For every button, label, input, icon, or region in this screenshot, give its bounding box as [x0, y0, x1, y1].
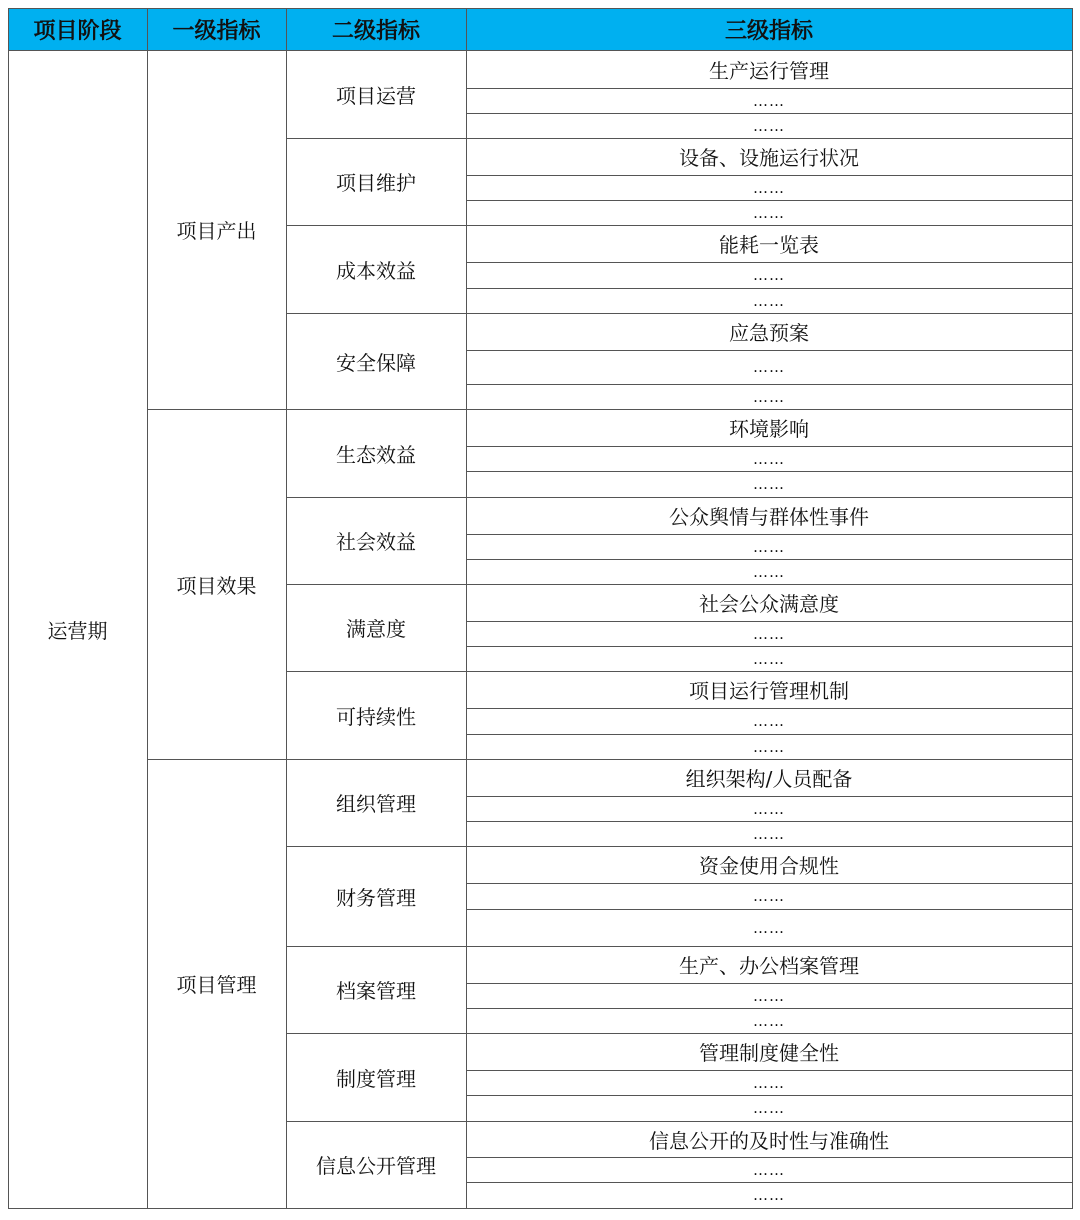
level1-cell: 项目产出 — [176, 219, 257, 243]
level3-row-divider — [466, 350, 1073, 351]
level3-ellipsis: …… — [753, 178, 785, 197]
level1-cell: 项目管理 — [176, 973, 257, 997]
table-right-border — [1072, 8, 1073, 1209]
level2-divider — [286, 138, 1073, 139]
level2-divider — [286, 497, 1073, 498]
level3-ellipsis: …… — [753, 887, 785, 905]
header-level3: 三级指标 — [724, 18, 813, 44]
level3-ellipsis: …… — [753, 266, 785, 284]
table-left-border — [8, 8, 9, 1209]
level3-cell: 生产、办公档案管理 — [679, 954, 859, 978]
level3-row-divider — [466, 1157, 1073, 1158]
level3-row-divider — [466, 113, 1073, 114]
level2-cell: 安全保障 — [336, 350, 416, 375]
level3-cell: 环境影响 — [729, 417, 809, 441]
level3-ellipsis: …… — [753, 1073, 785, 1092]
level3-row-divider — [466, 446, 1073, 447]
level2-cell: 生态效益 — [336, 442, 416, 467]
level3-cell: 组织架构/人员配备 — [685, 767, 853, 791]
level3-ellipsis: …… — [753, 449, 785, 468]
level3-ellipsis: …… — [753, 387, 785, 406]
level3-cell: 信息公开的及时性与准确性 — [649, 1128, 889, 1153]
header-bottom-border — [8, 50, 1073, 51]
level3-ellipsis: …… — [753, 1186, 785, 1204]
column-divider-1 — [147, 8, 148, 1208]
level3-ellipsis: …… — [753, 116, 785, 135]
level3-ellipsis: …… — [753, 1011, 785, 1030]
level2-divider — [286, 846, 1073, 847]
level3-ellipsis: …… — [753, 737, 785, 756]
level2-divider — [286, 1121, 1073, 1122]
level3-ellipsis: …… — [753, 537, 785, 556]
header-stage: 项目阶段 — [33, 18, 122, 44]
level3-row-divider — [466, 384, 1073, 385]
level2-divider — [286, 225, 1073, 226]
level3-row-divider — [466, 646, 1073, 647]
level3-cell: 应急预案 — [729, 321, 809, 345]
level3-row-divider — [466, 621, 1073, 622]
level2-cell: 信息公开管理 — [316, 1154, 436, 1178]
level3-row-divider — [466, 88, 1073, 89]
column-divider-3 — [466, 8, 467, 1208]
level3-ellipsis: …… — [753, 799, 785, 818]
level2-cell: 成本效益 — [336, 258, 416, 283]
level3-cell: 资金使用合规性 — [699, 854, 839, 878]
level1-cell: 项目效果 — [176, 573, 257, 598]
level3-ellipsis: …… — [753, 824, 785, 843]
level2-divider — [286, 584, 1073, 585]
level3-ellipsis: …… — [753, 475, 785, 493]
level3-row-divider — [466, 559, 1073, 560]
table-top-border — [8, 8, 1073, 9]
level3-ellipsis: …… — [753, 358, 785, 376]
level3-ellipsis: …… — [753, 918, 785, 937]
level3-row-divider — [466, 883, 1073, 884]
level3-cell: 公众舆情与群体性事件 — [669, 505, 869, 529]
level2-cell: 满意度 — [346, 617, 406, 641]
level2-cell: 财务管理 — [336, 885, 416, 910]
level3-row-divider — [466, 471, 1073, 472]
level3-ellipsis: …… — [753, 291, 785, 310]
level3-cell: 社会公众满意度 — [699, 592, 839, 616]
level2-cell: 项目运营 — [336, 83, 416, 108]
level3-row-divider — [466, 1070, 1073, 1071]
level2-cell: 可持续性 — [336, 704, 416, 729]
level3-ellipsis: …… — [753, 986, 785, 1005]
table-bottom-border — [8, 1208, 1073, 1209]
level2-cell: 项目维护 — [336, 171, 416, 195]
level3-row-divider — [466, 821, 1073, 822]
level3-row-divider — [466, 1008, 1073, 1009]
level3-ellipsis: …… — [753, 203, 785, 222]
stage-cell: 运营期 — [47, 618, 108, 643]
level3-ellipsis: …… — [753, 1160, 785, 1179]
level3-row-divider — [466, 734, 1073, 735]
level3-ellipsis: …… — [753, 649, 785, 668]
header-level1: 一级指标 — [172, 18, 261, 44]
level3-row-divider — [466, 200, 1073, 201]
level3-row-divider — [466, 1095, 1073, 1096]
level3-row-divider — [466, 534, 1073, 535]
level3-ellipsis: …… — [753, 1099, 785, 1117]
level2-divider — [286, 946, 1073, 947]
level3-cell: 项目运行管理机制 — [689, 679, 849, 703]
level3-cell: 生产运行管理 — [709, 58, 829, 83]
level3-row-divider — [466, 708, 1073, 709]
header-level2: 二级指标 — [331, 18, 420, 44]
level3-cell: 设备、设施运行状况 — [679, 146, 859, 170]
column-divider-2 — [286, 8, 287, 1208]
level3-ellipsis: …… — [753, 91, 785, 110]
level3-row-divider — [466, 796, 1073, 797]
level3-ellipsis: …… — [753, 562, 785, 581]
level3-row-divider — [466, 909, 1073, 910]
level3-row-divider — [466, 175, 1073, 176]
level3-row-divider — [466, 262, 1073, 263]
level3-cell: 能耗一览表 — [719, 233, 819, 257]
level3-row-divider — [466, 983, 1073, 984]
level2-cell: 社会效益 — [336, 530, 416, 554]
level2-divider — [286, 313, 1073, 314]
level2-cell: 档案管理 — [336, 979, 416, 1003]
level3-row-divider — [466, 1182, 1073, 1183]
level3-row-divider — [466, 288, 1073, 289]
level3-ellipsis: …… — [753, 624, 785, 643]
level2-cell: 组织管理 — [336, 792, 416, 816]
level2-divider — [286, 1033, 1073, 1034]
level2-divider — [286, 671, 1073, 672]
level3-ellipsis: …… — [753, 712, 785, 730]
level3-cell: 管理制度健全性 — [699, 1041, 839, 1065]
level2-cell: 制度管理 — [336, 1066, 416, 1091]
